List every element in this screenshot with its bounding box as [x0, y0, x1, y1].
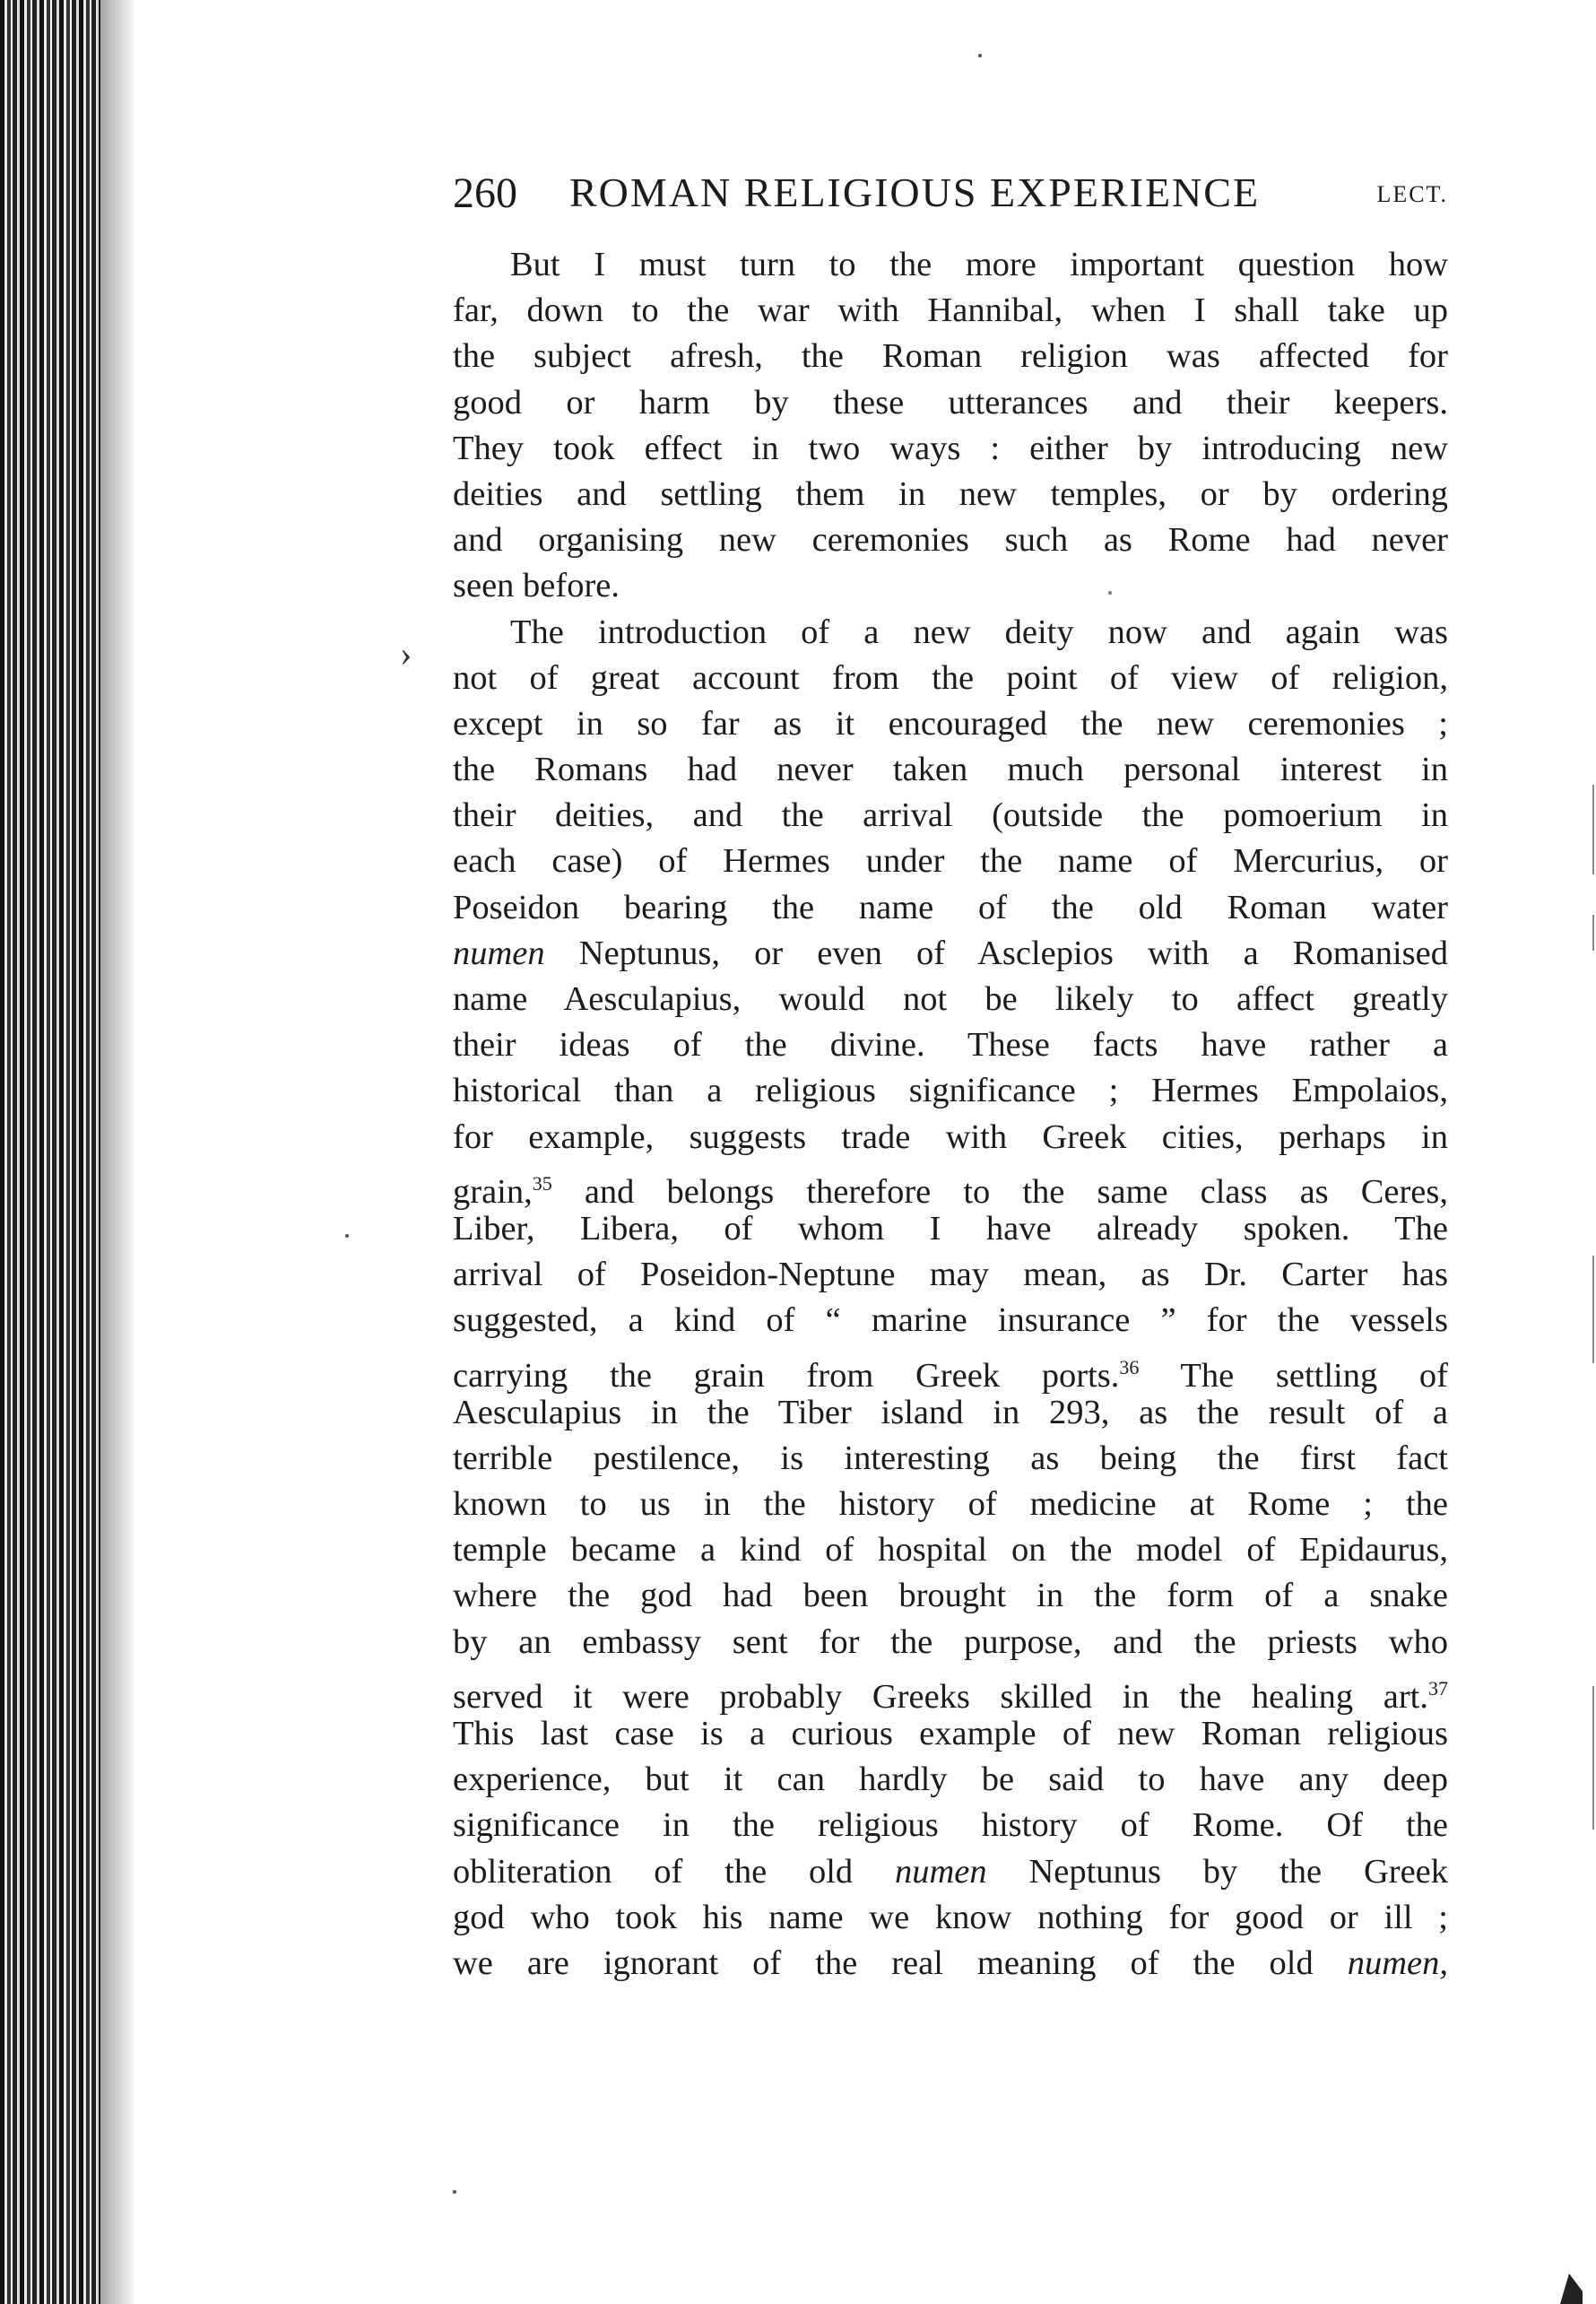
footnote-ref-35[interactable]: 35: [532, 1171, 552, 1195]
text-line: where the god had been brought in the form of a snake: [453, 1577, 1448, 1615]
speck: [978, 54, 982, 57]
text-line: far, down to the war with Hannibal, when I shall take up: [453, 291, 1448, 330]
text-fragment: we are ignorant of the real meaning of the old: [453, 1943, 1348, 1982]
text-fragment: served it were probably Greeks skilled in the healing art.: [453, 1677, 1428, 1716]
running-title: [453, 169, 1323, 216]
text-line: [453, 1849, 1448, 1895]
text-line: Aesculapius in the Tiber island in 293, as the result of a: [453, 1393, 1448, 1431]
italic-word: numen,: [1347, 1943, 1448, 1982]
page-number: 260: [453, 170, 517, 217]
text-line: [453, 931, 1448, 977]
text-line: their ideas of the divine. These facts have rather a: [453, 1026, 1448, 1065]
gutter-shadow: [100, 0, 136, 2304]
page-header: [453, 169, 1448, 222]
text-fragment: obliteration of the old: [453, 1852, 895, 1891]
text-line: terrible pestilence, is interesting as being the first fact: [453, 1439, 1448, 1477]
footnote-ref-37[interactable]: 37: [1428, 1676, 1448, 1700]
text-line: except in so far as it encouraged the new ceremonies ;: [453, 704, 1448, 743]
text-line: [453, 1665, 1448, 1716]
binding-gutter: [0, 0, 100, 2304]
text-line: by an embassy sent for the purpose, and the priests who: [453, 1622, 1448, 1661]
text-line: for example, suggests trade with Greek cities, perhaps in: [453, 1117, 1448, 1156]
text-line: [453, 1161, 1448, 1211]
text-fragment: Neptunus by the Greek: [986, 1852, 1448, 1891]
text-line: Liber, Libera, of whom I have already spoken. The: [453, 1209, 1448, 1248]
corner-mark: [1560, 2274, 1583, 2304]
text-line: historical than a religious significance ; Hermes Empolaios,: [453, 1072, 1448, 1110]
italic-word: numen: [894, 1852, 987, 1891]
margin-rule: [1592, 785, 1594, 874]
text-line: significance in the religious history of Rome. Of the: [453, 1806, 1448, 1845]
text-line: each case) of Hermes under the name of Mercurius, or: [453, 842, 1448, 881]
text-fragment: The settling of: [1139, 1356, 1449, 1395]
text-fragment: grain,: [453, 1172, 533, 1211]
paragraph-1: [453, 242, 1448, 610]
body-text: [453, 242, 1448, 1987]
text-line: the Romans had never taken much personal interest in: [453, 751, 1448, 789]
speck: [453, 2190, 456, 2194]
text-line: [453, 1941, 1448, 1987]
running-title-text: ROMAN RELIGIOUS EXPERIENCE: [568, 170, 1261, 215]
text-line: known to us in the history of medicine at Rome ; the: [453, 1485, 1448, 1524]
text-line: suggested, a kind of “ marine insurance ” for the vessels: [453, 1301, 1448, 1340]
text-line: and organising new ceremonies such as Rome had never: [453, 521, 1448, 560]
text-line: good or harm by these utterances and their keepers.: [453, 383, 1448, 422]
margin-mark: ›: [400, 633, 412, 674]
text-line: They took effect in two ways : either by introducing new: [453, 429, 1448, 467]
text-line: name Aesculapius, would not be likely to affect greatly: [453, 980, 1448, 1018]
text-fragment: Neptunus, or even of Asclepios with a Romanised: [544, 934, 1448, 972]
section-abbrev: LECT.: [1376, 181, 1448, 207]
speck: [345, 1234, 349, 1238]
footnote-ref-36[interactable]: 36: [1119, 1355, 1140, 1378]
text-line: not of great account from the point of view of religion,: [453, 658, 1448, 697]
text-line: experience, but it can hardly be said to have any deep: [453, 1761, 1448, 1799]
text-line: [453, 1344, 1449, 1395]
text-line: arrival of Poseidon-Neptune may mean, as Dr. Carter has: [453, 1256, 1448, 1294]
margin-rule: [1592, 1256, 1594, 1363]
margin-rule: [1592, 1686, 1594, 1830]
margin-rule: [1592, 915, 1594, 951]
text-line: seen before.: [453, 567, 620, 605]
text-fragment: and belongs therefore to the same class as Ceres,: [551, 1172, 1448, 1211]
italic-word: numen: [453, 934, 545, 972]
text-line: The introduction of a new deity now and again was: [510, 613, 1448, 651]
text-line: This last case is a curious example of new Roman religious: [453, 1715, 1448, 1752]
text-line: Poseidon bearing the name of the old Roman water: [453, 888, 1448, 926]
paragraph-2: [453, 610, 1448, 1987]
text-line: deities and settling them in new temples, or by ordering: [453, 474, 1448, 513]
text-line: But I must turn to the more important question how: [510, 246, 1448, 283]
text-line: god who took his name we know nothing for good or ill ;: [453, 1898, 1448, 1936]
text-line: temple became a kind of hospital on the model of Epidaurus,: [453, 1531, 1448, 1569]
text-line: their deities, and the arrival (outside the pomoerium in: [453, 796, 1448, 835]
text-fragment: carrying the grain from Greek ports.: [453, 1356, 1120, 1395]
text-line: the subject afresh, the Roman religion was affected for: [453, 337, 1448, 376]
